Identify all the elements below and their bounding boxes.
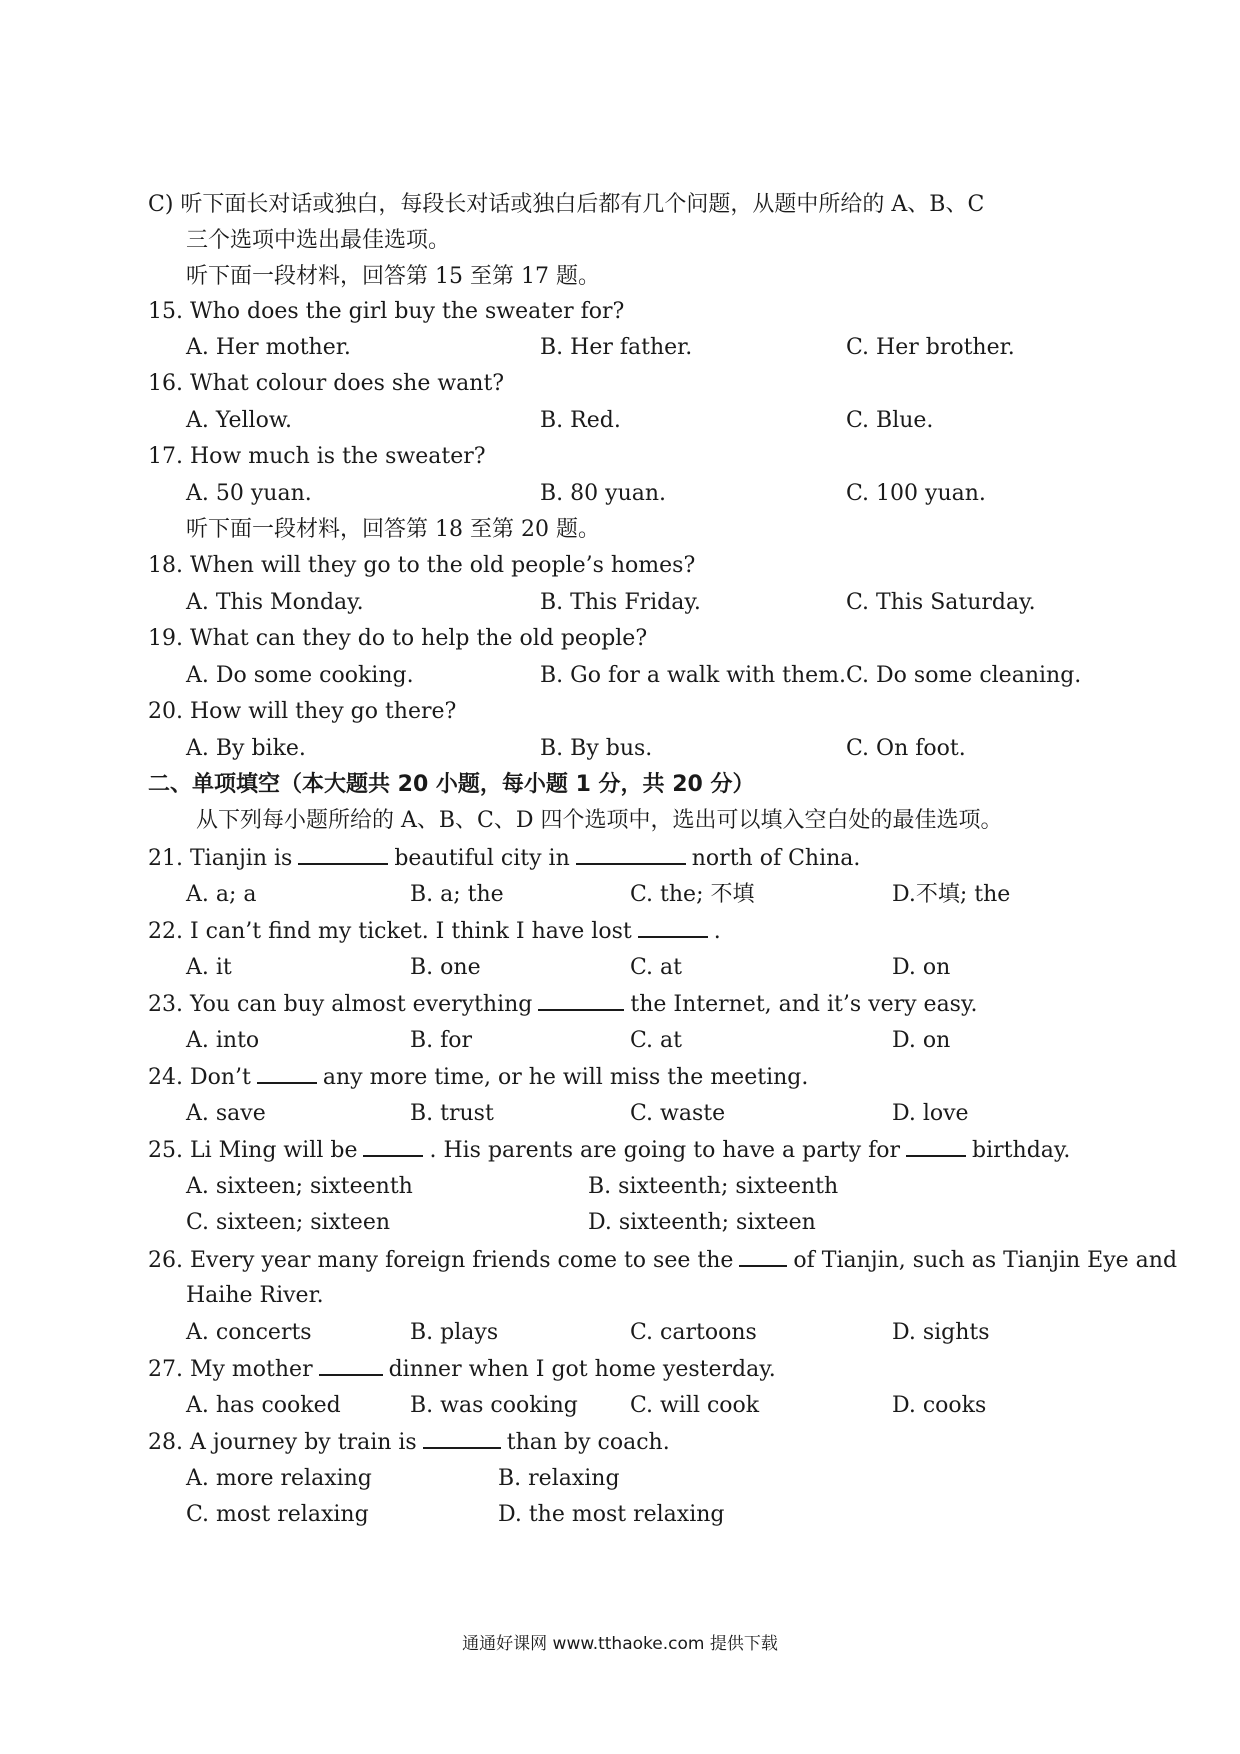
- q17-option-c: C. 100 yuan.: [846, 481, 986, 506]
- q26-stem-continued: Haihe River.: [186, 1283, 324, 1308]
- q26-text-2: of Tianjin, such as Tianjin Eye and: [793, 1248, 1178, 1273]
- q25-text-2: . His parents are going to have a party for: [429, 1138, 901, 1163]
- q19-option-b: B. Go for a walk with them.: [540, 663, 847, 688]
- q28-option-a: A. more relaxing: [186, 1466, 372, 1491]
- q22-text-1: 22. I can’t find my ticket. I think I have lost: [148, 919, 632, 944]
- q24-option-d: D. love: [892, 1101, 969, 1126]
- q21-option-d: D.不填; the: [892, 882, 1011, 907]
- q21-text-1: 21. Tianjin is: [148, 846, 293, 871]
- q25-blank-1: [363, 1135, 423, 1157]
- q25-blank-2: [906, 1135, 966, 1157]
- q16-option-c: C. Blue.: [846, 408, 934, 433]
- q26-option-c: C. cartoons: [630, 1320, 757, 1345]
- q22-option-a: A. it: [186, 955, 232, 980]
- q19-option-c: C. Do some cleaning.: [846, 663, 1082, 688]
- group-instruction-2: 听下面一段材料，回答第 18 至第 20 题。: [186, 517, 600, 542]
- q16-option-a: A. Yellow.: [186, 408, 293, 433]
- q25-option-c: C. sixteen; sixteen: [186, 1210, 391, 1235]
- q20-option-c: C. On foot.: [846, 736, 966, 761]
- q26-blank: [739, 1245, 787, 1267]
- q27-text-2: dinner when I got home yesterday.: [388, 1357, 776, 1382]
- q22-option-d: D. on: [892, 955, 951, 980]
- q28-option-c: C. most relaxing: [186, 1502, 369, 1527]
- question-25-stem: [148, 1135, 1070, 1166]
- q23-option-a: A. into: [186, 1028, 260, 1053]
- q18-option-a: A. This Monday.: [186, 590, 364, 615]
- question-28-stem: [148, 1427, 670, 1458]
- q23-option-b: B. for: [410, 1028, 473, 1053]
- q27-option-d: D. cooks: [892, 1393, 987, 1418]
- q21-text-3: north of China.: [691, 846, 861, 871]
- q25-option-a: A. sixteen; sixteenth: [186, 1174, 413, 1199]
- q24-text-2: any more time, or he will miss the meeting.: [322, 1065, 809, 1090]
- question-21-stem: [148, 843, 860, 874]
- q26-option-b: B. plays: [410, 1320, 499, 1345]
- q27-option-a: A. has cooked: [186, 1393, 341, 1418]
- q27-option-c: C. will cook: [630, 1393, 760, 1418]
- question-20-stem: 20. How will they go there?: [148, 699, 457, 724]
- question-24-stem: [148, 1062, 808, 1093]
- q23-text-1: 23. You can buy almost everything: [148, 992, 533, 1017]
- q15-option-b: B. Her father.: [540, 335, 693, 360]
- question-17-stem: 17. How much is the sweater?: [148, 444, 486, 469]
- section-c-intro-line2: 三个选项中选出最佳选项。: [186, 228, 451, 253]
- q17-option-a: A. 50 yuan.: [186, 481, 312, 506]
- section-2-heading: 二、单项填空（本大题共 20 小题，每小题 1 分，共 20 分）: [148, 772, 755, 797]
- q22-option-c: C. at: [630, 955, 682, 980]
- q20-option-b: B. By bus.: [540, 736, 653, 761]
- q21-blank-2: [576, 843, 686, 865]
- q18-option-c: C. This Saturday.: [846, 590, 1036, 615]
- q24-text-1: 24. Don’t: [148, 1065, 251, 1090]
- q26-text-1: 26. Every year many foreign friends come to see the: [148, 1248, 734, 1273]
- q24-option-c: C. waste: [630, 1101, 726, 1126]
- q26-option-d: D. sights: [892, 1320, 990, 1345]
- q19-option-a: A. Do some cooking.: [186, 663, 414, 688]
- q24-option-a: A. save: [186, 1101, 266, 1126]
- q25-text-1: 25. Li Ming will be: [148, 1138, 358, 1163]
- question-19-stem: 19. What can they do to help the old people?: [148, 626, 648, 651]
- question-16-stem: 16. What colour does she want?: [148, 371, 505, 396]
- q22-blank: [638, 916, 708, 938]
- q28-option-b: B. relaxing: [498, 1466, 620, 1491]
- section-c-intro-line1: C) 听下面长对话或独白，每段长对话或独白后都有几个问题，从题中所给的 A、B、C: [148, 192, 985, 217]
- group-instruction-1: 听下面一段材料，回答第 15 至第 17 题。: [186, 264, 600, 289]
- q18-option-b: B. This Friday.: [540, 590, 701, 615]
- q22-text-2: .: [713, 919, 721, 944]
- q25-text-3: birthday.: [972, 1138, 1071, 1163]
- q24-blank: [257, 1062, 317, 1084]
- q28-blank: [423, 1427, 501, 1449]
- q24-option-b: B. trust: [410, 1101, 494, 1126]
- q27-blank: [319, 1354, 383, 1376]
- question-23-stem: [148, 989, 977, 1020]
- question-26-stem: [148, 1245, 1177, 1276]
- question-22-stem: [148, 916, 721, 947]
- q21-option-b: B. a; the: [410, 882, 504, 907]
- q26-option-a: A. concerts: [186, 1320, 312, 1345]
- q27-text-1: 27. My mother: [148, 1357, 313, 1382]
- q21-text-2: beautiful city in: [394, 846, 570, 871]
- question-18-stem: 18. When will they go to the old people’s homes?: [148, 553, 696, 578]
- q16-option-b: B. Red.: [540, 408, 621, 433]
- q17-option-b: B. 80 yuan.: [540, 481, 667, 506]
- q27-option-b: B. was cooking: [410, 1393, 578, 1418]
- q22-option-b: B. one: [410, 955, 481, 980]
- q15-option-a: A. Her mother.: [186, 335, 351, 360]
- q28-text-2: than by coach.: [506, 1430, 670, 1455]
- q23-option-c: C. at: [630, 1028, 682, 1053]
- footer-download-note: 通通好课网 www.tthaoke.com 提供下载: [462, 1634, 778, 1654]
- q21-option-a: A. a; a: [186, 882, 257, 907]
- q28-text-1: 28. A journey by train is: [148, 1430, 417, 1455]
- question-15-stem: 15. Who does the girl buy the sweater for?: [148, 299, 625, 324]
- q15-option-c: C. Her brother.: [846, 335, 1015, 360]
- q20-option-a: A. By bike.: [186, 736, 306, 761]
- section-2-instruction: 从下列每小题所给的 A、B、C、D 四个选项中，选出可以填入空白处的最佳选项。: [196, 808, 1003, 833]
- q25-option-d: D. sixteenth; sixteen: [588, 1210, 816, 1235]
- q28-option-d: D. the most relaxing: [498, 1502, 725, 1527]
- q23-option-d: D. on: [892, 1028, 951, 1053]
- question-27-stem: [148, 1354, 776, 1385]
- q25-option-b: B. sixteenth; sixteenth: [588, 1174, 839, 1199]
- q23-text-2: the Internet, and it’s very easy.: [630, 992, 978, 1017]
- q23-blank: [538, 989, 624, 1011]
- q21-blank-1: [298, 843, 388, 865]
- q21-option-c: C. the; 不填: [630, 882, 755, 907]
